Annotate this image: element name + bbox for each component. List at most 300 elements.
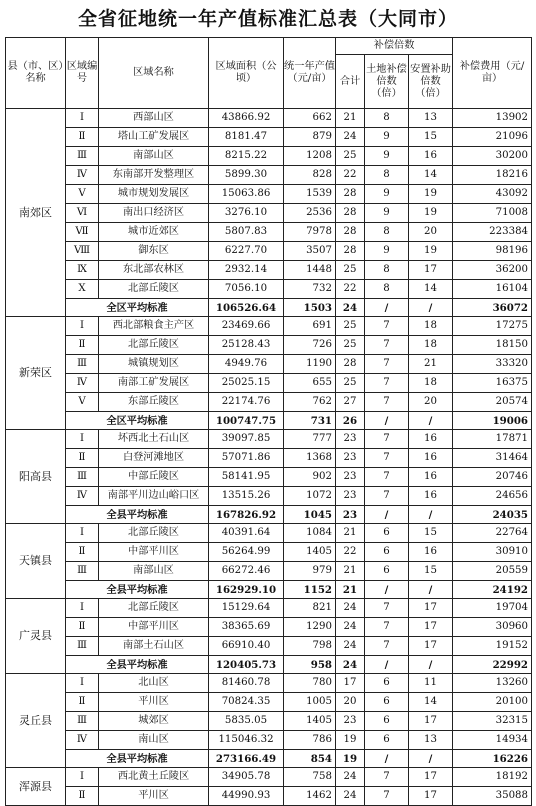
zone-area: 15129.64 [209,599,284,618]
summary-output: 1152 [284,581,336,599]
zone-name: 中部平川区 [99,543,209,562]
land-multiple: 6 [365,693,409,712]
total-multiple: 23 [336,712,365,731]
zone-area: 39097.85 [209,430,284,449]
zone-area: 4949.76 [209,355,284,374]
resettle-multiple: 20 [409,223,453,242]
annual-output: 798 [284,637,336,656]
resettle-multiple: 16 [409,543,453,562]
total-multiple: 21 [336,109,365,128]
zone-area: 115046.32 [209,731,284,750]
county-name: 阳高县 [6,430,66,524]
zone-area: 58141.95 [209,468,284,487]
annual-output: 732 [284,280,336,299]
zone-number: Ⅲ [66,468,99,487]
summary-resettle-multiple: / [409,581,453,599]
zone-area: 81460.78 [209,674,284,693]
table-row [6,618,532,637]
county-name: 灵丘县 [6,674,66,768]
land-multiple: 8 [365,166,409,185]
annual-output: 1290 [284,618,336,637]
land-multiple: 7 [365,637,409,656]
total-multiple: 21 [336,562,365,581]
land-multiple: 7 [365,487,409,506]
zone-area: 44990.93 [209,787,284,806]
table-row [6,374,532,393]
resettle-multiple: 15 [409,128,453,147]
resettle-multiple: 17 [409,712,453,731]
summary-total-multiple: 26 [336,412,365,430]
total-multiple: 23 [336,430,365,449]
table-row [6,317,532,336]
resettle-multiple: 14 [409,693,453,712]
zone-number: Ⅱ [66,449,99,468]
zone-number: Ⅳ [66,374,99,393]
annual-output: 1462 [284,787,336,806]
resettle-multiple: 16 [409,449,453,468]
resettle-multiple: 11 [409,674,453,693]
zone-area: 13515.26 [209,487,284,506]
county-name: 天镇县 [6,524,66,599]
summary-fee: 24192 [453,581,532,599]
annual-output: 780 [284,674,336,693]
zone-number: Ⅰ [66,768,99,787]
table-row [6,731,532,750]
annual-output: 2536 [284,204,336,223]
table-row [6,487,532,506]
summary-fee: 16226 [453,750,532,768]
zone-number: Ⅸ [66,261,99,280]
annual-output: 1084 [284,524,336,543]
summary-area: 106526.64 [209,299,284,317]
compensation-fee: 22764 [453,524,532,543]
resettle-multiple: 14 [409,166,453,185]
annual-output: 879 [284,128,336,147]
summary-output: 1045 [284,506,336,524]
zone-area: 25025.15 [209,374,284,393]
total-multiple: 27 [336,393,365,412]
total-multiple: 22 [336,543,365,562]
zone-area: 25128.43 [209,336,284,355]
zone-number: Ⅰ [66,317,99,336]
zone-area: 38365.69 [209,618,284,637]
zone-number: Ⅲ [66,562,99,581]
summary-output: 731 [284,412,336,430]
resettle-multiple: 16 [409,147,453,166]
zone-name: 东南部开发整理区 [99,166,209,185]
zone-name: 北山区 [99,674,209,693]
summary-area: 167826.92 [209,506,284,524]
annual-output: 902 [284,468,336,487]
compensation-fee: 36200 [453,261,532,280]
county-name: 广灵县 [6,599,66,674]
compensation-fee: 18150 [453,336,532,355]
summary-land-multiple: / [365,299,409,317]
zone-area: 40391.64 [209,524,284,543]
summary-label: 全县平均标准 [66,506,209,524]
land-multiple: 9 [365,147,409,166]
total-multiple: 28 [336,355,365,374]
summary-output: 958 [284,656,336,674]
annual-output: 1368 [284,449,336,468]
total-multiple: 21 [336,524,365,543]
total-multiple: 28 [336,242,365,261]
summary-land-multiple: / [365,750,409,768]
resettle-multiple: 17 [409,768,453,787]
summary-row [6,656,532,674]
zone-number: Ⅱ [66,128,99,147]
land-multiple: 8 [365,109,409,128]
summary-output: 854 [284,750,336,768]
annual-output: 1539 [284,185,336,204]
zone-number: Ⅱ [66,618,99,637]
resettle-multiple: 13 [409,731,453,750]
resettle-multiple: 21 [409,355,453,374]
annual-output: 1405 [284,543,336,562]
compensation-fee: 17871 [453,430,532,449]
header-zone-no: 区域编号 [66,38,99,109]
compensation-fee: 20100 [453,693,532,712]
total-multiple: 24 [336,618,365,637]
zone-name: 北部丘陵区 [99,336,209,355]
zone-name: 平川区 [99,787,209,806]
resettle-multiple: 16 [409,487,453,506]
zone-name: 南出口经济区 [99,204,209,223]
table-row [6,128,532,147]
zone-number: Ⅳ [66,731,99,750]
zone-area: 66910.40 [209,637,284,656]
resettle-multiple: 13 [409,109,453,128]
zone-name: 城镇规划区 [99,355,209,374]
zone-number: Ⅰ [66,524,99,543]
summary-fee: 19006 [453,412,532,430]
table-row [6,768,532,787]
header-land-multiple: 土地补偿倍数（倍） [365,55,409,109]
zone-area: 7056.10 [209,280,284,299]
total-multiple: 24 [336,128,365,147]
compensation-fee: 71008 [453,204,532,223]
summary-resettle-multiple: / [409,299,453,317]
resettle-multiple: 18 [409,317,453,336]
table-row [6,712,532,731]
summary-land-multiple: / [365,656,409,674]
total-multiple: 22 [336,280,365,299]
annual-output: 762 [284,393,336,412]
summary-area: 100747.75 [209,412,284,430]
compensation-fee: 32315 [453,712,532,731]
land-multiple: 7 [365,336,409,355]
total-multiple: 25 [336,317,365,336]
total-multiple: 23 [336,449,365,468]
zone-number: Ⅲ [66,147,99,166]
zone-area: 8181.47 [209,128,284,147]
table-row [6,242,532,261]
resettle-multiple: 17 [409,787,453,806]
resettle-multiple: 16 [409,430,453,449]
compensation-fee: 30960 [453,618,532,637]
zone-number: Ⅴ [66,393,99,412]
land-multiple: 6 [365,543,409,562]
table-row [6,336,532,355]
resettle-multiple: 20 [409,393,453,412]
zone-area: 2932.14 [209,261,284,280]
zone-name: 南部山区 [99,147,209,166]
zone-name: 中部丘陵区 [99,468,209,487]
zone-number: Ⅰ [66,674,99,693]
total-multiple: 28 [336,185,365,204]
zone-name: 东部丘陵区 [99,393,209,412]
compensation-fee: 16104 [453,280,532,299]
total-multiple: 25 [336,261,365,280]
compensation-fee: 18216 [453,166,532,185]
land-multiple: 7 [365,468,409,487]
compensation-fee: 24656 [453,487,532,506]
zone-name: 坏西北土石山区 [99,430,209,449]
total-multiple: 28 [336,223,365,242]
summary-label: 全县平均标准 [66,656,209,674]
table-row [6,468,532,487]
total-multiple: 24 [336,768,365,787]
zone-area: 34905.78 [209,768,284,787]
zone-number: Ⅰ [66,109,99,128]
summary-row [6,750,532,768]
total-multiple: 23 [336,487,365,506]
table-row [6,280,532,299]
table-body [6,109,532,806]
compensation-fee: 33320 [453,355,532,374]
zone-number: Ⅱ [66,543,99,562]
summary-output: 1503 [284,299,336,317]
table-row [6,185,532,204]
annual-output: 726 [284,336,336,355]
annual-output: 1405 [284,712,336,731]
zone-area: 56264.99 [209,543,284,562]
zone-name: 塔山工矿发展区 [99,128,209,147]
annual-output: 777 [284,430,336,449]
zone-area: 66272.46 [209,562,284,581]
table-row [6,109,532,128]
total-multiple: 20 [336,693,365,712]
table-row [6,693,532,712]
summary-fee: 24035 [453,506,532,524]
resettle-multiple: 19 [409,242,453,261]
compensation-fee: 31464 [453,449,532,468]
land-multiple: 7 [365,768,409,787]
zone-name: 南山区 [99,731,209,750]
county-name: 新荣区 [6,317,66,430]
resettle-multiple: 15 [409,524,453,543]
land-multiple: 7 [365,618,409,637]
annual-output: 758 [284,768,336,787]
summary-land-multiple: / [365,412,409,430]
zone-number: Ⅲ [66,355,99,374]
land-multiple: 9 [365,128,409,147]
table-row [6,393,532,412]
resettle-multiple: 17 [409,599,453,618]
zone-number: Ⅲ [66,637,99,656]
total-multiple: 24 [336,599,365,618]
zone-name: 南部山区 [99,562,209,581]
compensation-fee: 30200 [453,147,532,166]
resettle-multiple: 17 [409,618,453,637]
compensation-fee: 35088 [453,787,532,806]
annual-output: 662 [284,109,336,128]
zone-name: 北部丘陵区 [99,524,209,543]
zone-number: Ⅳ [66,487,99,506]
header-area: 区域面积（公顷） [209,38,284,109]
summary-area: 162929.10 [209,581,284,599]
land-multiple: 7 [365,355,409,374]
zone-name: 西北黄土丘陵区 [99,768,209,787]
table-row [6,524,532,543]
resettle-multiple: 15 [409,562,453,581]
zone-name: 城郊区 [99,712,209,731]
annual-output: 979 [284,562,336,581]
summary-area: 273166.49 [209,750,284,768]
compensation-fee: 19152 [453,637,532,656]
zone-name: 城市近郊区 [99,223,209,242]
resettle-multiple: 17 [409,637,453,656]
table-row [6,430,532,449]
zone-area: 43866.92 [209,109,284,128]
total-multiple: 25 [336,147,365,166]
header-zone-name: 区域名称 [99,38,209,109]
summary-land-multiple: / [365,506,409,524]
zone-name: 中部平川区 [99,618,209,637]
zone-area: 6227.70 [209,242,284,261]
resettle-multiple: 18 [409,374,453,393]
annual-output: 1005 [284,693,336,712]
annual-output: 786 [284,731,336,750]
land-multiple: 8 [365,223,409,242]
zone-area: 70824.35 [209,693,284,712]
summary-row [6,506,532,524]
table-row [6,166,532,185]
total-multiple: 25 [336,336,365,355]
zone-name: 西北部粮食主产区 [99,317,209,336]
compensation-fee: 19704 [453,599,532,618]
zone-name: 南部平川边山峪口区 [99,487,209,506]
header-fee: 补偿费用（元/亩） [453,38,532,109]
zone-number: Ⅰ [66,599,99,618]
compensation-fee: 98196 [453,242,532,261]
header-resettle-multiple: 安置补助倍数（倍） [409,55,453,109]
summary-row [6,581,532,599]
summary-resettle-multiple: / [409,750,453,768]
table-row [6,261,532,280]
compensation-fee: 13902 [453,109,532,128]
header-county: 县（市、区）名称 [6,38,66,109]
land-multiple: 6 [365,562,409,581]
summary-row [6,412,532,430]
land-multiple: 7 [365,393,409,412]
county-name: 南郊区 [6,109,66,317]
total-multiple: 28 [336,204,365,223]
total-multiple: 22 [336,166,365,185]
zone-area: 5899.30 [209,166,284,185]
compensation-fee: 18192 [453,768,532,787]
land-multiple: 7 [365,449,409,468]
annual-output: 821 [284,599,336,618]
annual-output: 1448 [284,261,336,280]
land-multiple: 7 [365,599,409,618]
land-multiple: 6 [365,731,409,750]
zone-name: 御东区 [99,242,209,261]
summary-total-multiple: 24 [336,299,365,317]
zone-name: 西部山区 [99,109,209,128]
total-multiple: 24 [336,787,365,806]
compensation-fee: 30910 [453,543,532,562]
total-multiple: 19 [336,731,365,750]
zone-number: Ⅱ [66,336,99,355]
zone-number: Ⅷ [66,242,99,261]
summary-total-multiple: 21 [336,581,365,599]
zone-area: 22174.76 [209,393,284,412]
zone-name: 南部土石山区 [99,637,209,656]
summary-resettle-multiple: / [409,656,453,674]
zone-number: Ⅳ [66,166,99,185]
zone-name: 北部丘陵区 [99,280,209,299]
annual-output: 1190 [284,355,336,374]
table-row [6,674,532,693]
summary-land-multiple: / [365,581,409,599]
header-multiple-group: 补偿倍数 [336,38,453,55]
zone-name: 平川区 [99,693,209,712]
land-multiple: 7 [365,374,409,393]
resettle-multiple: 14 [409,280,453,299]
annual-output: 691 [284,317,336,336]
annual-output: 1208 [284,147,336,166]
zone-number: Ⅴ [66,185,99,204]
zone-number: Ⅵ [66,204,99,223]
compensation-fee: 20574 [453,393,532,412]
summary-fee: 22992 [453,656,532,674]
table-row [6,223,532,242]
zone-name: 城市规划发展区 [99,185,209,204]
summary-label: 全县平均标准 [66,750,209,768]
resettle-multiple: 16 [409,468,453,487]
zone-area: 5807.83 [209,223,284,242]
land-multiple: 7 [365,787,409,806]
summary-area: 120405.73 [209,656,284,674]
resettle-multiple: 19 [409,185,453,204]
annual-output: 7978 [284,223,336,242]
header-output: 统一年产值（元/亩） [284,38,336,109]
summary-total-multiple: 23 [336,506,365,524]
annual-output: 3507 [284,242,336,261]
annual-output: 655 [284,374,336,393]
summary-label: 全区平均标准 [66,299,209,317]
compensation-fee: 21096 [453,128,532,147]
zone-name: 东北部农林区 [99,261,209,280]
compensation-fee: 223384 [453,223,532,242]
land-multiple: 9 [365,204,409,223]
zone-area: 8215.22 [209,147,284,166]
zone-name: 北部丘陵区 [99,599,209,618]
summary-total-multiple: 24 [336,656,365,674]
land-multiple: 8 [365,261,409,280]
summary-total-multiple: 19 [336,750,365,768]
header-total: 合计 [336,55,365,109]
table-row [6,637,532,656]
compensation-fee: 17275 [453,317,532,336]
summary-resettle-multiple: / [409,412,453,430]
zone-name: 白登河滩地区 [99,449,209,468]
zone-area: 57071.86 [209,449,284,468]
zone-area: 15063.86 [209,185,284,204]
compensation-fee: 20559 [453,562,532,581]
table-row [6,787,532,806]
